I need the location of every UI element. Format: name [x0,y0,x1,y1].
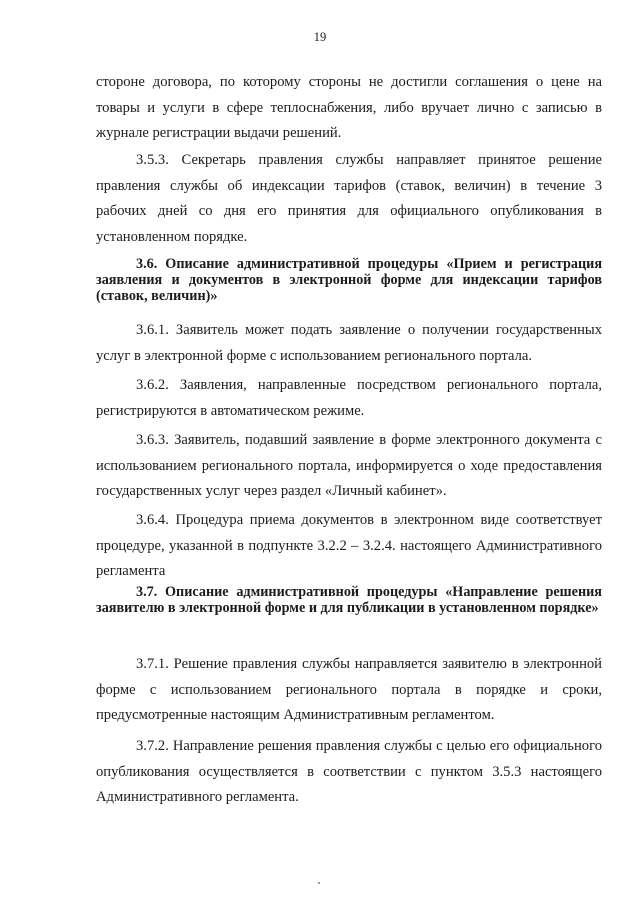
paragraph-3-6-3: 3.6.3. Заявитель, подавший заявление в форме электронного документа с использованием регионального портала, информируется о ходе предоставления государственных услуг через раздел «Личный кабинет». [96,432,602,499]
paragraph-3-5-3: 3.5.3. Секретарь правления службы направляет принятое решение правления службы об индексации тарифов (ставок, величин) в течение 3 рабочих дней со дня его принятия для официального опубликования в установленном порядке. [96,152,602,245]
page-number: 19 [313,30,327,44]
section-heading-3-7: 3.7. Описание административной процедуры «Направление решения заявителю в электронной форме и для публикации в установленном порядке» [96,584,602,616]
paragraph-3-6-4: 3.6.4. Процедура приема документов в электронном виде соответствует процедуре, указанной в подпункте 3.2.2 – 3.2.4. настоящего Административного регламента [96,512,602,579]
paragraph-3-6-1: 3.6.1. Заявитель может подать заявление о получении государственных услуг в электронной форме с использованием регионального портала. [96,322,602,364]
paragraph-continuation: стороне договора, по которому стороны не достигли соглашения о цене на товары и услуги в сфере теплоснабжения, либо вручает лично с записью в журнале регистрации выдачи решений. [96,74,602,141]
paragraph-3-7-2: 3.7.2. Направление решения правления службы с целью его официального опубликования осуществляется в соответствии с пунктом 3.5.3 настоящего Административного регламента. [96,738,602,805]
paragraph-3-7-1: 3.7.1. Решение правления службы направляется заявителю в электронной форме с использованием регионального портала в порядке и сроки, предусмотренные настоящим Административным регламентом. [96,656,602,723]
scan-speck [318,882,320,884]
section-heading-3-6: 3.6. Описание административной процедуры «Прием и регистрация заявления и документов в электронной форме для индексации тарифов (ставок, величин)» [96,256,602,304]
paragraph-3-6-2: 3.6.2. Заявления, направленные посредством регионального портала, регистрируются в автоматическом режиме. [96,377,602,419]
